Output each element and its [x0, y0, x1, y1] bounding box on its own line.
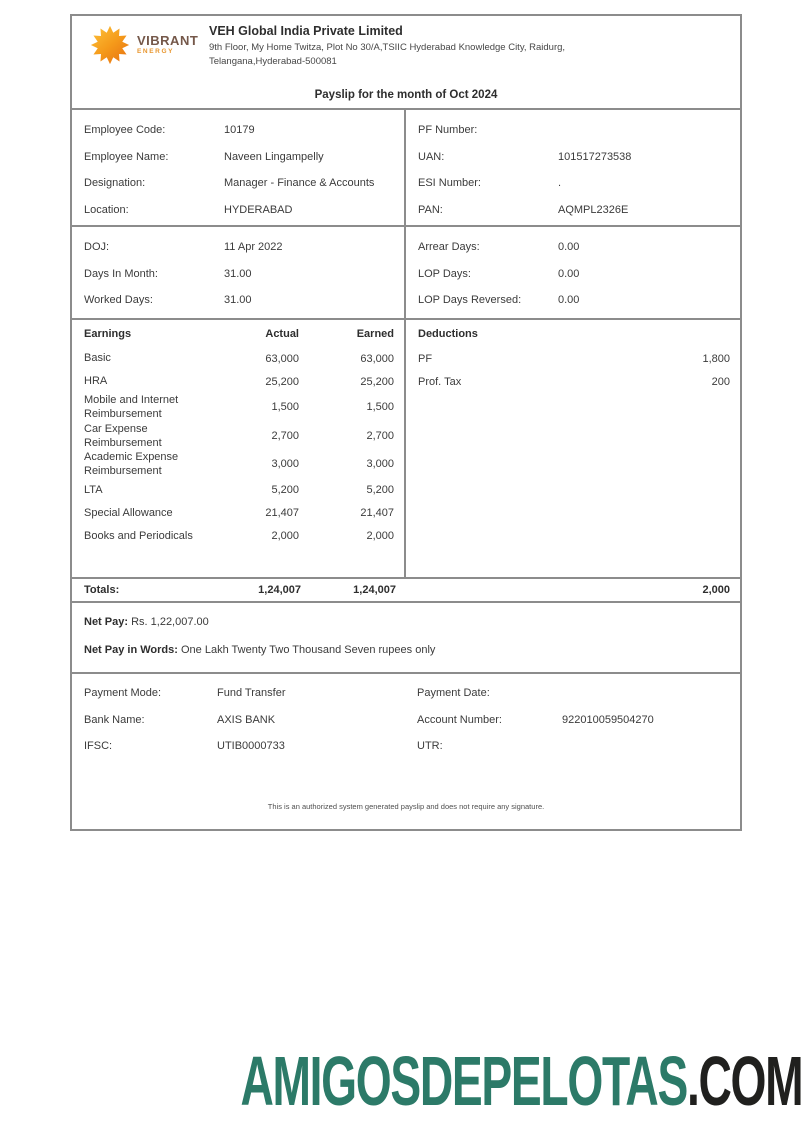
company-name: VEH Global India Private Limited	[209, 24, 403, 38]
field-label: DOJ:	[84, 241, 110, 254]
deduction-amount: 200	[711, 375, 730, 388]
field-label: Designation:	[84, 177, 146, 190]
field-label: ESI Number:	[418, 177, 481, 190]
attendance-left-column	[72, 227, 406, 318]
field-row	[418, 197, 730, 224]
field-value: AQMPL2326E	[558, 203, 629, 216]
earnings-row	[84, 502, 394, 525]
field-row	[84, 144, 394, 171]
earning-actual: 21,407	[265, 507, 299, 520]
field-value: Manager - Finance & Accounts	[224, 177, 375, 190]
watermark-main-text: AMIGOSDEPELOTAS	[240, 1042, 687, 1120]
totals-row	[72, 579, 740, 603]
earnings-deductions-section	[72, 320, 740, 579]
payment-row	[72, 733, 740, 760]
earnings-table-header	[84, 320, 394, 347]
column-header-earned: Earned	[356, 327, 394, 340]
earnings-row	[84, 393, 394, 422]
attendance-right-column	[406, 227, 740, 318]
field-label: Location:	[84, 203, 129, 216]
field-row	[418, 170, 730, 197]
earning-actual: 2,000	[271, 530, 299, 543]
earnings-row	[84, 450, 394, 479]
earnings-row	[84, 479, 394, 502]
company-logo	[90, 25, 198, 65]
field-value: Naveen Lingampelly	[224, 150, 324, 163]
watermark-tld-text: .COM	[686, 1042, 802, 1120]
company-address	[209, 41, 689, 68]
logo-brand-text: VIBRANT	[137, 32, 199, 48]
field-value: Fund Transfer	[217, 687, 286, 700]
earning-name: Special Allowance	[84, 507, 173, 520]
sunburst-logo-icon	[90, 25, 130, 65]
deduction-name: PF	[418, 352, 433, 365]
field-value: 31.00	[224, 294, 252, 307]
deductions-table-header	[418, 320, 730, 347]
field-row	[418, 144, 730, 171]
deductions-table	[406, 320, 740, 577]
field-value: 10179	[224, 124, 255, 137]
field-value: 922010059504270	[562, 713, 654, 726]
field-row	[84, 170, 394, 197]
net-pay-value: Rs. 1,22,007.00	[131, 616, 209, 628]
field-label: UTR:	[417, 740, 443, 753]
field-row	[418, 117, 730, 144]
field-value: 31.00	[224, 267, 252, 280]
field-row	[418, 261, 730, 288]
field-value: 0.00	[558, 267, 580, 280]
payslip-document	[70, 14, 742, 831]
payslip-header	[72, 16, 740, 110]
payslip-title: Payslip for the month of Oct 2024	[314, 89, 498, 101]
company-address-line2: Telangana,Hyderabad-500081	[209, 55, 337, 67]
earning-earned: 2,700	[366, 429, 394, 442]
company-address-line1: 9th Floor, My Home Twitza, Plot No 30/A,TSIIC Hyderabad Knowledge City, Raidurg,	[209, 42, 566, 54]
field-label: Employee Code:	[84, 124, 166, 137]
company-info	[209, 23, 689, 68]
field-label: Bank Name:	[84, 713, 145, 726]
logo-sub-text: ENERGY	[137, 48, 175, 56]
earning-name: Books and Periodicals	[84, 530, 193, 543]
net-pay-label: Net Pay:	[84, 616, 129, 628]
earnings-table	[72, 320, 406, 577]
earning-earned: 5,200	[366, 484, 394, 497]
field-row	[84, 234, 394, 261]
field-label: LOP Days:	[418, 267, 471, 280]
system-generated-disclaimer: This is an authorized system generated payslip and does not require any signature.	[267, 802, 545, 811]
earning-name: Academic Expense Reimbursement	[84, 451, 179, 478]
earning-actual: 3,000	[271, 458, 299, 471]
attendance-section	[72, 227, 740, 320]
field-row	[84, 117, 394, 144]
deduction-row	[418, 347, 730, 370]
earning-actual: 63,000	[265, 352, 299, 365]
deduction-amount: 1,800	[702, 352, 730, 365]
net-pay-words-line	[84, 644, 728, 656]
field-label: Payment Date:	[417, 687, 490, 700]
field-label: Employee Name:	[84, 150, 169, 163]
employee-right-column	[406, 110, 740, 225]
field-value: 11 Apr 2022	[224, 241, 283, 254]
field-label: Arrear Days:	[418, 241, 480, 254]
column-header-earnings: Earnings	[84, 327, 132, 340]
field-value: HYDERABAD	[224, 203, 293, 216]
field-value: UTIB0000733	[217, 740, 285, 753]
totals-earned: 1,24,007	[353, 584, 396, 596]
field-label: Days In Month:	[84, 267, 158, 280]
field-row	[418, 234, 730, 261]
earning-name: LTA	[84, 484, 103, 497]
earning-earned: 63,000	[360, 352, 394, 365]
net-pay-words-label: Net Pay in Words:	[84, 644, 178, 656]
field-row	[418, 287, 730, 314]
field-row	[84, 197, 394, 224]
field-value: AXIS BANK	[217, 713, 276, 726]
totals-label: Totals:	[84, 584, 120, 596]
column-header-actual: Actual	[265, 327, 299, 340]
earning-earned: 1,500	[366, 401, 394, 414]
field-value: 0.00	[558, 241, 580, 254]
field-label: Worked Days:	[84, 294, 153, 307]
deduction-name: Prof. Tax	[418, 375, 462, 388]
deduction-row	[418, 370, 730, 393]
earnings-row	[84, 347, 394, 370]
totals-actual: 1,24,007	[258, 584, 301, 596]
field-label: PAN:	[418, 203, 443, 216]
net-pay-section	[72, 603, 740, 674]
field-label: Payment Mode:	[84, 687, 162, 700]
field-label: UAN:	[418, 150, 445, 163]
site-watermark	[240, 1042, 802, 1120]
earning-actual: 25,200	[265, 375, 299, 388]
earning-name: Car Expense Reimbursement	[84, 422, 162, 449]
earning-earned: 21,407	[360, 507, 394, 520]
earnings-row	[84, 422, 394, 451]
field-value: 0.00	[558, 294, 580, 307]
field-value: .	[558, 177, 562, 190]
employee-section	[72, 110, 740, 227]
payment-row	[72, 707, 740, 734]
logo-wordmark	[137, 34, 198, 56]
earning-name: HRA	[84, 375, 108, 388]
field-row	[84, 261, 394, 288]
earning-earned: 3,000	[366, 458, 394, 471]
net-pay-words-value: One Lakh Twenty Two Thousand Seven rupees only	[181, 644, 436, 656]
earning-actual: 5,200	[271, 484, 299, 497]
payment-section	[72, 674, 740, 829]
payment-row	[72, 680, 740, 707]
earning-name: Basic	[84, 352, 111, 365]
earnings-row	[84, 525, 394, 548]
employee-left-column	[72, 110, 406, 225]
field-label: PF Number:	[418, 124, 478, 137]
column-header-deductions: Deductions	[418, 327, 478, 340]
earning-earned: 25,200	[360, 375, 394, 388]
net-pay-line	[84, 616, 728, 628]
earning-actual: 2,700	[271, 429, 299, 442]
field-label: Account Number:	[417, 713, 502, 726]
field-label: LOP Days Reversed:	[418, 294, 522, 307]
earning-name: Mobile and Internet Reimbursement	[84, 394, 179, 421]
totals-deductions: 2,000	[702, 584, 730, 596]
earning-earned: 2,000	[366, 530, 394, 543]
field-label: IFSC:	[84, 740, 113, 753]
earning-actual: 1,500	[271, 401, 299, 414]
earnings-row	[84, 370, 394, 393]
field-row	[84, 287, 394, 314]
field-value: 101517273538	[558, 150, 632, 163]
